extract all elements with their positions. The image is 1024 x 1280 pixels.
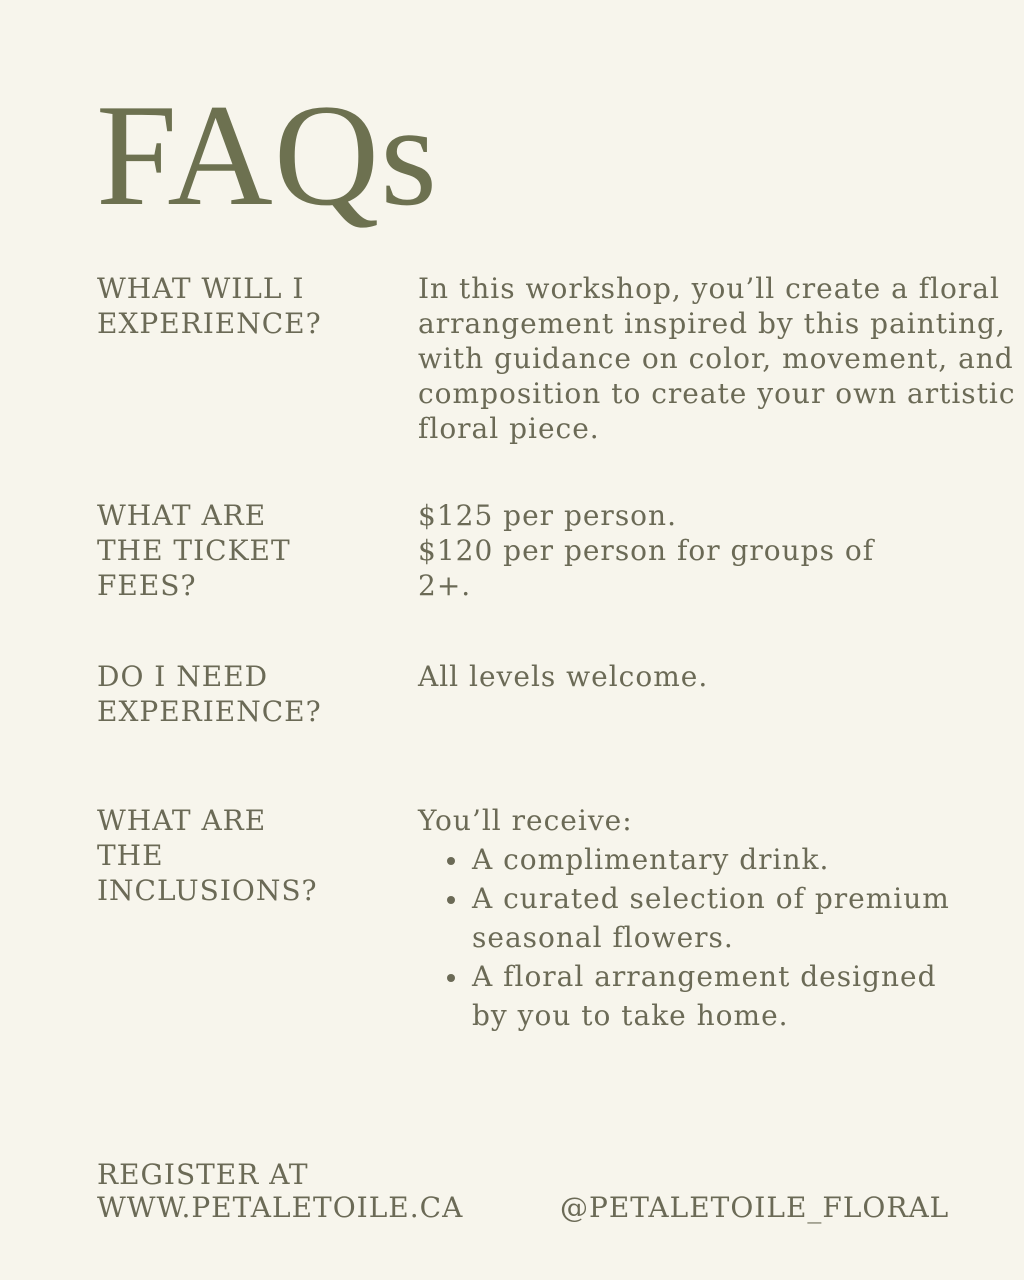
faq-question-ticket-fees: WHAT ARE THE TICKET FEES? [97, 499, 291, 602]
faq-answer-inclusions [418, 803, 958, 1035]
faq-answer-ticket-fees [418, 498, 888, 603]
register-label: REGISTER AT [97, 1158, 309, 1191]
page-title: FAQs [96, 74, 439, 236]
website-link[interactable]: WWW.PETALETOILE.CA [97, 1191, 464, 1224]
faq-answer-text: In this workshop, you’ll create a floral arrangement inspired by this painting, with guidance on color, movement, and composition to create your own artistic floral piece. [418, 272, 1016, 445]
faq-answer-need-experience [418, 659, 1018, 694]
faq-answer-line: $125 per person. [418, 499, 677, 532]
register-info [97, 1158, 463, 1224]
faq-answer-intro: You’ll receive: [418, 804, 633, 837]
faq-answer-text: All levels welcome. [418, 660, 709, 693]
list-item: A complimentary drink. [444, 840, 958, 879]
inclusions-list [418, 840, 958, 1035]
social-handle[interactable]: @PETALETOILE_FLORAL [560, 1191, 950, 1224]
faq-question-need-experience: DO I NEED EXPERIENCE? [97, 660, 322, 728]
list-item: A floral arrangement designed by you to take home. [444, 957, 958, 1035]
list-item: A curated selection of premium seasonal flowers. [444, 879, 958, 957]
faq-answer-line: $120 per person for groups of 2+. [418, 534, 875, 602]
faq-question-experience: WHAT WILL I EXPERIENCE? [97, 272, 322, 340]
faq-answer-experience [418, 271, 1018, 446]
faq-question-inclusions: WHAT ARE THE INCLUSIONS? [97, 804, 318, 907]
